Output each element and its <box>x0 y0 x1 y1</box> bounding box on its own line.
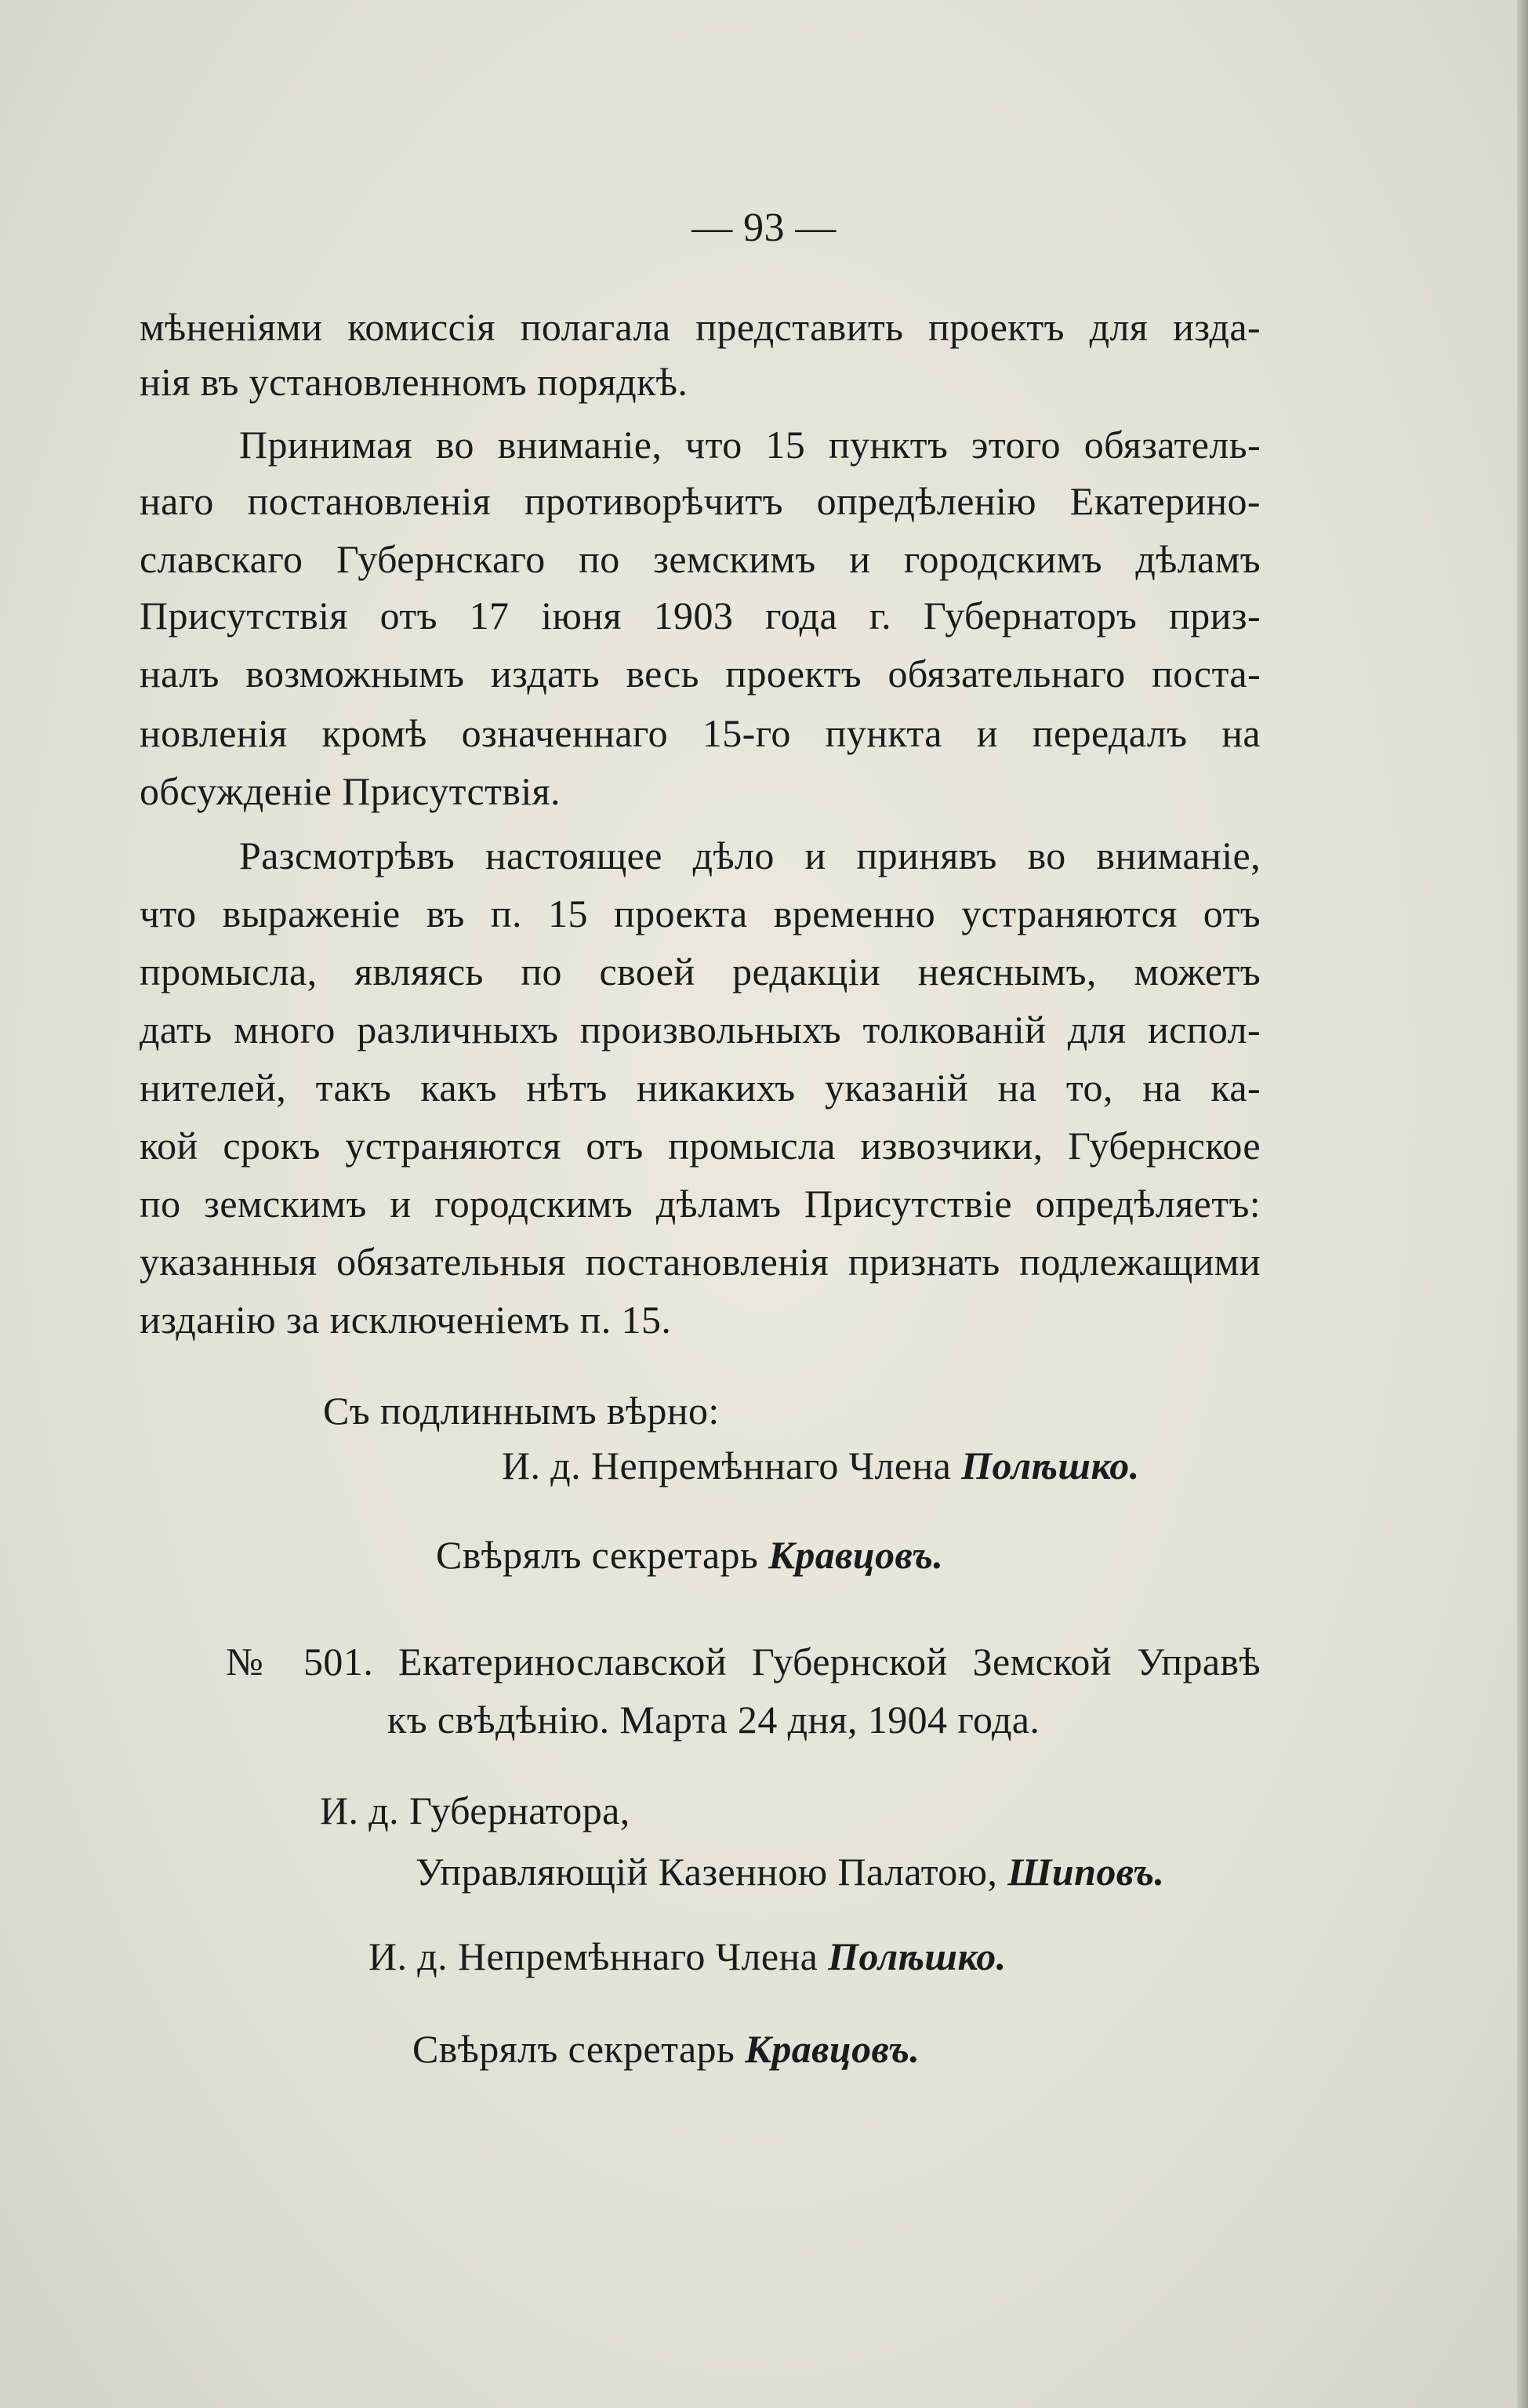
notice-line: къ свѣдѣнію. Марта 24 дня, 1904 года. <box>387 1698 1040 1742</box>
paragraph-2-line: налъ возможнымъ издать весь проектъ обязательнаго поста- <box>140 652 1261 696</box>
member-signature-line <box>502 1446 1140 1485</box>
member-name: Полѣшко. <box>961 1444 1140 1487</box>
notice-line: № 501. Екатеринославской Губернской Земской Управѣ <box>226 1640 1261 1683</box>
paragraph-1-line: нія въ установленномъ порядкѣ. <box>140 360 688 404</box>
secretary-signature-line-2 <box>412 2027 920 2071</box>
secretary-name-2: Кравцовъ. <box>745 2027 920 2071</box>
paragraph-2-line: наго постановленія противорѣчитъ опредѣленію Екатерино- <box>140 479 1261 523</box>
paragraph-2-line: славскаго Губернскаго по земскимъ и городскимъ дѣламъ <box>140 537 1261 581</box>
paragraph-3-line: нителей, такъ какъ нѣтъ никакихъ указаній на то, на ка- <box>140 1066 1261 1110</box>
paragraph-1-line: мѣненіями комиссія полагала представить проектъ для изда- <box>140 305 1261 349</box>
paragraph-2-line: обсужденіе Присутствія. <box>140 769 561 813</box>
page-number: — 93 — <box>691 205 837 250</box>
paragraph-3-line: кой срокъ устраняются отъ промысла извозчики, Губернское <box>140 1124 1261 1168</box>
paragraph-3-line: изданію за исключеніемъ п. 15. <box>140 1298 672 1342</box>
secretary-title-2: Свѣрялъ секретарь <box>412 2027 735 2071</box>
paragraph-3-line: что выраженіе въ п. 15 проекта временно устраняются отъ <box>140 892 1261 935</box>
manager-name: Шиповъ. <box>1007 1850 1165 1894</box>
member-name-2: Полѣшко. <box>828 1934 1007 1978</box>
paragraph-3-line: дать много различныхъ произвольныхъ толкованій для испол- <box>140 1008 1261 1051</box>
paragraph-2-line: новленія кромѣ означеннаго 15-го пункта и передалъ на <box>140 711 1261 755</box>
manager-title: Управляющій Казенною Палатою, <box>416 1850 998 1894</box>
paragraph-2-line: Принимая во вниманіе, что 15 пунктъ этого обязатель- <box>239 423 1261 467</box>
member-title: И. д. Непремѣннаго Члена <box>502 1444 952 1487</box>
verified-copy-note: Съ подлиннымъ вѣрно: <box>323 1389 720 1433</box>
paragraph-3-line: промысла, являясь по своей редакціи неяснымъ, можетъ <box>140 950 1261 993</box>
governor-title: И. д. Губернатора, <box>320 1789 630 1832</box>
member-signature-line-2 <box>368 1934 1007 1978</box>
secretary-signature-line <box>436 1533 944 1577</box>
paragraph-3-line: Разсмотрѣвъ настоящее дѣло и принявъ во вниманіе, <box>239 834 1261 877</box>
manager-signature-line <box>416 1850 1165 1894</box>
secretary-title: Свѣрялъ секретарь <box>436 1533 759 1577</box>
paragraph-3-line: указанныя обязательныя постановленія признать подлежащими <box>140 1240 1261 1284</box>
paragraph-3-line: по земскимъ и городскимъ дѣламъ Присутствіе опредѣляетъ: <box>140 1182 1261 1226</box>
paragraph-2-line: Присутствія отъ 17 іюня 1903 года г. Губернаторъ приз- <box>140 594 1261 637</box>
page-edge-shadow <box>1517 0 1528 2408</box>
member-title-2: И. д. Непремѣннаго Члена <box>368 1934 818 1978</box>
secretary-name: Кравцовъ. <box>768 1533 944 1577</box>
